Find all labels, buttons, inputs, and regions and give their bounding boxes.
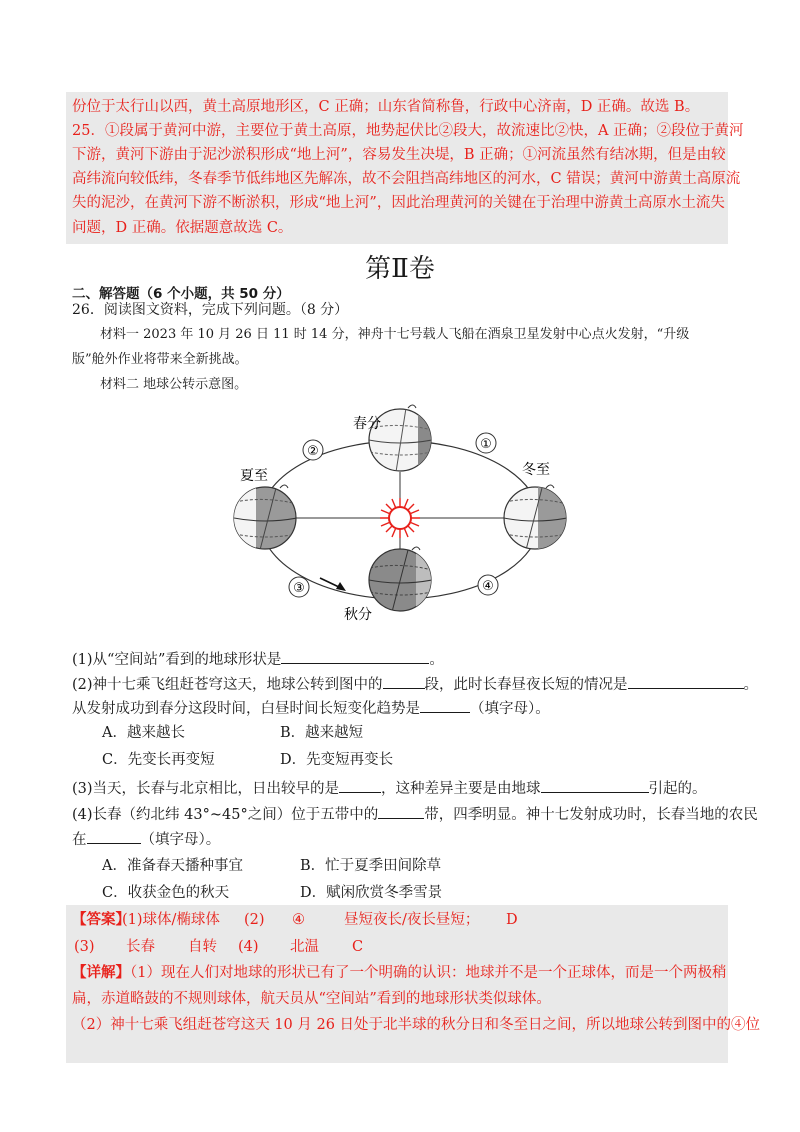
option-4b: B．忙于夏季田间除草	[300, 858, 442, 874]
answer-1: (1)球体/椭球体	[122, 912, 220, 928]
option-2c: C．先变长再变短	[102, 752, 215, 768]
prev-answer-line-4: 高纬流向较低纬，冬春季节低纬地区先解冻，故不会阻挡高纬地区的河水，C 错误；黄河中游黄土高原流	[72, 171, 741, 187]
summer-solstice-globe	[234, 484, 297, 554]
svg-text:④: ④	[482, 579, 494, 594]
detail-line-3: （2）神十七乘飞组赶苍穹这天 10 月 26 日处于北半球的秋分日和冬至日之间，所以地球公转到图中的④位	[72, 1017, 761, 1033]
answer-blank-2c[interactable]	[420, 697, 470, 713]
answer-2a: ④	[292, 912, 305, 928]
sub-question-2-line-2: 从发射成功到春分这段时间，白昼时间长短变化趋势是 （填字母）。	[72, 697, 550, 719]
answer-blank-3b[interactable]	[541, 777, 649, 793]
detail-line-1: 【详解】（1）现在人们对地球的形状已有了一个明确的认识：地球并不是一个正球体，而是一个两极稍	[72, 964, 727, 981]
prev-answer-line-1: 份位于太行山以西，黄土高原地形区，C 正确；山东省简称鲁，行政中心济南，D 正确。故选 B。	[72, 99, 700, 115]
winter-solstice-globe	[504, 484, 570, 554]
prev-answer-line-3: 下游，黄河下游由于泥沙淤积形成“地上河”，容易发生决堤，B 正确；①河流虽然有结冰期，但是由较	[72, 147, 726, 163]
segment-marker-1	[476, 433, 496, 453]
autumn-equinox-globe	[369, 547, 436, 618]
answer-blank-4a[interactable]	[378, 803, 424, 819]
volume-title: 第Ⅱ卷	[365, 254, 435, 284]
detail-label: 【详解】	[72, 964, 130, 981]
earth-revolution-diagram	[220, 398, 580, 628]
segment-marker-3	[289, 577, 309, 597]
section-title: 二、解答题（6 个小题，共 50 分）	[72, 286, 290, 302]
answer-4-number: (4)	[238, 939, 259, 955]
sub-question-3: (3)当天，长春与北京相比，日出较早的是 ，这种差异主要是由地球 引起的。	[72, 777, 707, 799]
answer-blank-4b[interactable]	[87, 828, 141, 844]
sub-question-1: (1)从“空间站”看到的地球形状是 。	[72, 648, 444, 670]
option-4d: D．赋闲欣赏冬季雪景	[300, 885, 443, 901]
answer-blank-2a[interactable]	[383, 673, 425, 689]
option-2a: A．越来越长	[102, 725, 185, 741]
option-2d: D．先变短再变长	[280, 752, 394, 768]
detail-line-2: 扁，赤道略鼓的不规则球体，航天员从“空间站”看到的地球形状类似球体。	[72, 991, 551, 1007]
answer-3-number: (3)	[74, 939, 95, 955]
label-winter: 冬至	[522, 462, 550, 478]
material-2: 材料二 地球公转示意图。	[100, 377, 248, 392]
label-spring: 春分	[353, 416, 381, 432]
label-summer: 夏至	[240, 468, 268, 484]
svg-text:①: ①	[480, 437, 492, 452]
option-4c: C．收获金色的秋天	[102, 885, 230, 901]
label-autumn: 秋分	[344, 607, 372, 623]
segment-marker-4	[478, 575, 498, 595]
svg-text:③: ③	[293, 581, 305, 596]
question-stem: 26．阅读图文资料，完成下列问题。（8 分）	[72, 302, 349, 318]
material-1-line-2: 版”舱外作业将带来全新挑战。	[72, 352, 248, 367]
answer-4a: 北温	[290, 939, 319, 955]
material-1-line-1: 材料一 2023 年 10 月 26 日 11 时 14 分，神舟十七号载人飞船在酒泉卫星发射中心点火发射，“升级	[100, 327, 690, 342]
sub-question-4-line-1: (4)长春（约北纬 43°~45°之间）位于五带中的 带，四季明显。神十七发射成功时，长春当地的农民	[72, 803, 758, 825]
option-4a: A．准备春天播种事宜	[102, 858, 243, 874]
answer-3b: 自转	[188, 939, 217, 955]
sub-question-2-line-1: (2)神十七乘飞组赶苍穹这天，地球公转到图中的 段，此时长春昼夜长短的情况是 。	[72, 673, 758, 695]
answer-label: 【答案】	[72, 911, 130, 928]
answer-blank-1[interactable]	[281, 648, 429, 664]
answer-blank-3a[interactable]	[339, 777, 381, 793]
segment-marker-2	[303, 440, 323, 460]
prev-answer-line-5: 失的泥沙，在黄河下游不断淤积，形成“地上河”，因此治理黄河的关键在于治理中游黄土高原水土流失	[72, 195, 725, 211]
sub-question-4-line-2: 在 （填字母）。	[72, 828, 220, 850]
answer-4b: C	[352, 939, 364, 955]
sun-icon	[380, 498, 420, 538]
prev-answer-line-6: 问题，D 正确。依据题意故选 C。	[72, 220, 293, 236]
answer-2-number: (2)	[244, 912, 265, 928]
prev-answer-line-2: 25．①段属于黄河中游，主要位于黄土高原，地势起伏比②段大，故流速比②快，A 正确；②段位于黄河	[72, 123, 744, 139]
answer-blank-2b[interactable]	[628, 673, 744, 689]
answer-2b: 昼短夜长/夜长昼短；	[344, 912, 480, 928]
answer-3a: 长春	[126, 939, 155, 955]
svg-text:②: ②	[307, 444, 319, 459]
option-2b: B．越来越短	[280, 725, 364, 741]
answer-2c: D	[506, 912, 518, 928]
